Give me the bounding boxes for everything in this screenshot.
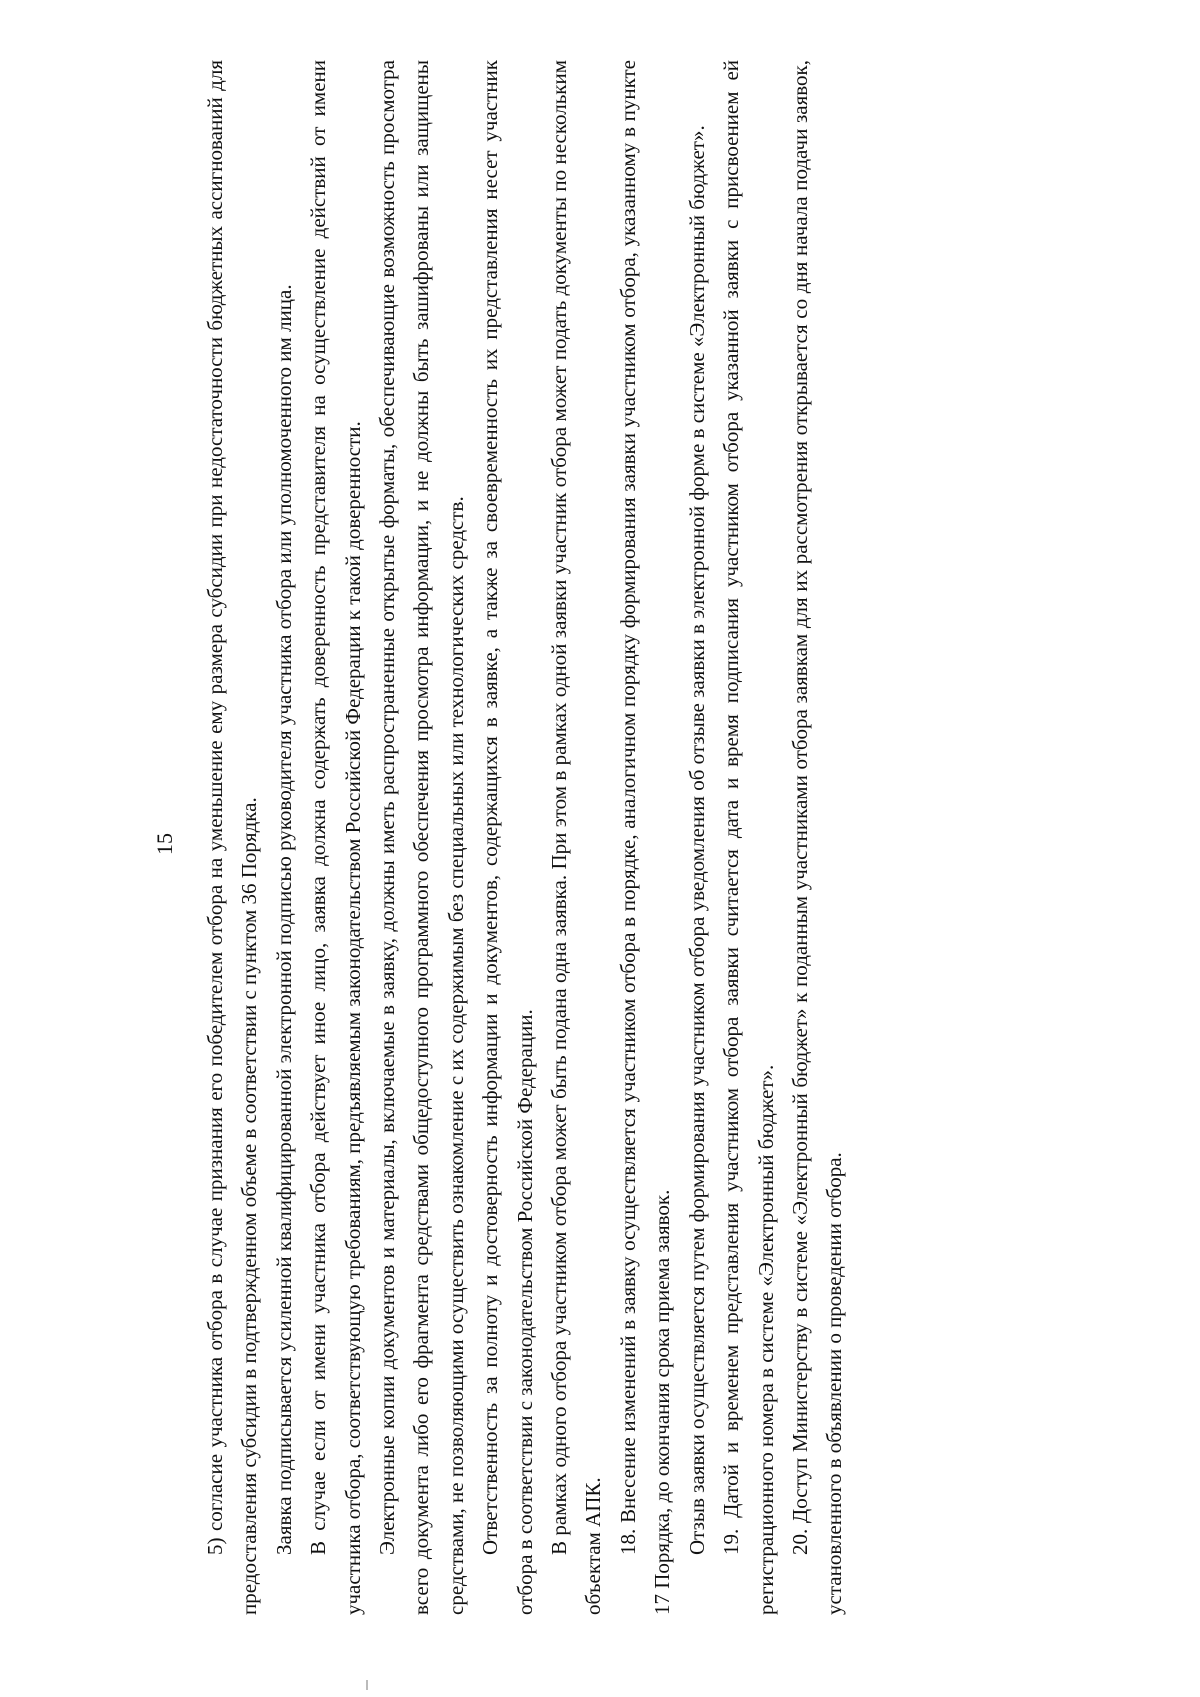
paragraph-power-of-attorney: В случае если от имени участника отбора действует иное лицо, заявка должна содержать доверенность представителя на осуществление действий от имени участника отбора, соответствующую требованиям, предъявляемым законодательством Российской Федерации к такой доверенности. xyxy=(306,60,365,1615)
paragraph-signature: Заявка подписывается усиленной квалифицированной электронной подписью руководителя участника отбора или уполномоченного им лица. xyxy=(271,284,296,1555)
paragraph-responsibility: Ответственность за полноту и достоверность информации и документов, содержащихся в заявке, а также за своевременность их представления несет участник отбора в соответствии с законодательством Российской Федерации. xyxy=(478,60,537,1615)
paragraph-item-19: 19. Датой и временем представления участником отбора заявки считается дата и время подписания участником отбора указанной заявки с присвоением ей регистрационного номера в системе «Электронный бюджет». xyxy=(719,60,778,1615)
paragraph-withdrawal: Отзыв заявки осуществляется путем формирования участником отбора уведомления об отзыве заявки в электронной форме в системе «Электронный бюджет». xyxy=(684,125,709,1555)
paragraph-item-20: 20. Доступ Министерству в системе «Электронный бюджет» к поданным участниками отбора заявкам для их рассмотрения открывается со дня начала подачи заявок, установленного в объявлении о проведении отбора. xyxy=(787,60,847,1615)
scan-mark xyxy=(366,1680,368,1690)
document-body xyxy=(198,60,852,1615)
paragraph-item-18: 18. Внесение изменений в заявку осуществляется участником отбора в порядке, аналогичном порядку формирования заявки участником отбора, указанному в пункте 17 Порядка, до окончания срока приема заявок. xyxy=(615,60,675,1615)
paragraph-electronic-copies: Электронные копии документов и материалы, включаемые в заявку, должны иметь распространенные открытые форматы, обеспечивающие возможность просмотра всего документа либо его фрагмента средствами общедоступного программного обеспечения просмотра информации, и не должны быть зашифрованы или защищены средствами, не позволяющими осуществить ознакомление с их содержимым без специальных или технологических средств. xyxy=(375,60,468,1615)
paragraph-one-application: В рамках одного отбора участником отбора может быть подана одна заявка. При этом в рамках одной заявки участник отбора может подать документы по нескольким объектам АПК. xyxy=(547,60,606,1615)
page-number: 15 xyxy=(152,833,177,855)
paragraph-consent: 5) согласие участника отбора в случае признания его победителем отбора на уменьшение ему размера субсидии при недостаточности бюджетных ассигнований для предоставления субсидии в подтвержденном объеме в соответствии с пунктом 36 Порядка. xyxy=(203,60,262,1615)
